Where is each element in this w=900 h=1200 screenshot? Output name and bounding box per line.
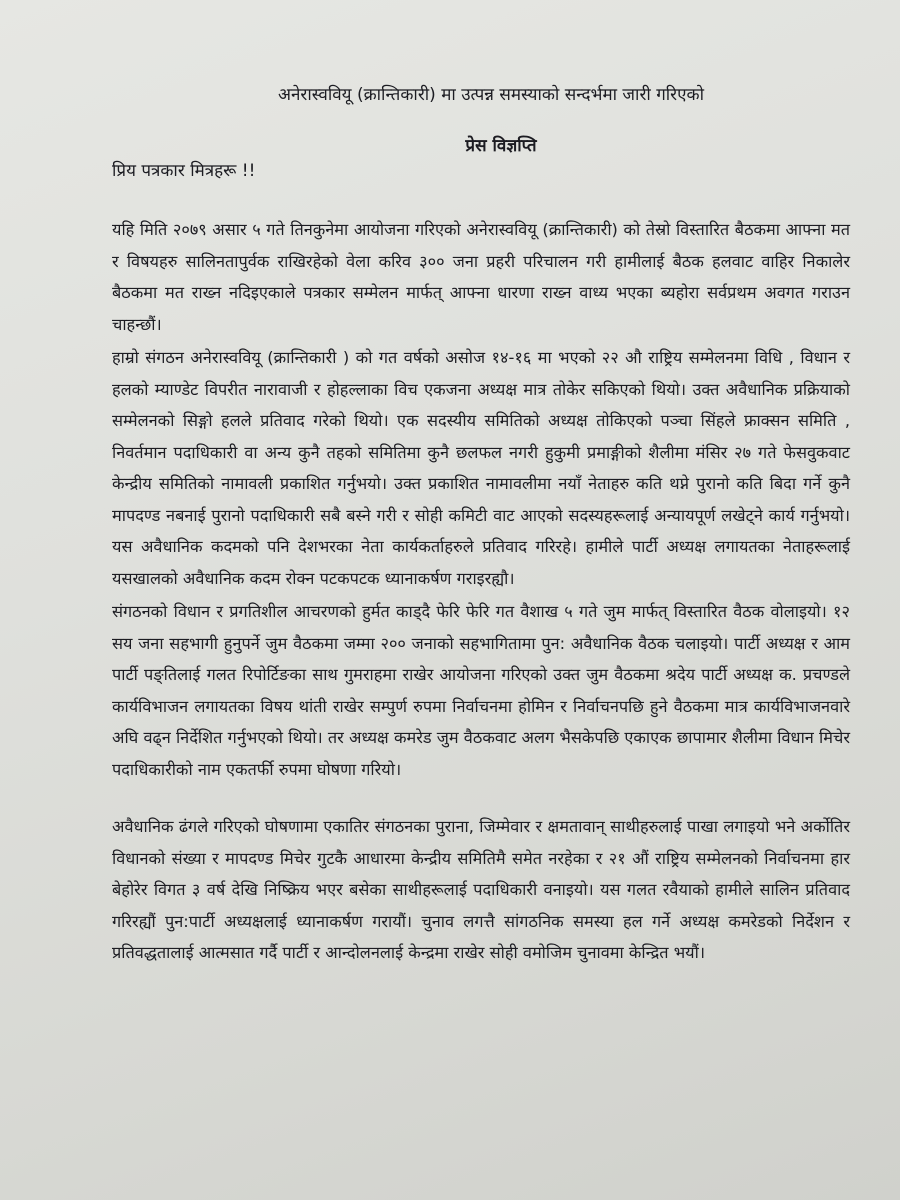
salutation: प्रिय पत्रकार मित्रहरू !! (112, 161, 256, 181)
paragraph-4: अवैधानिक ढंगले गरिएको घोषणामा एकातिर संगठनका पुराना, जिम्मेवार र क्षमतावान् साथीहरुलाई पाखा लगाइयो भने अर्कोतिर विधानको संख्या र मापदण्ड मिचेर गुटकै आधारमा केन्द्रीय समितिमै समेत नरहेका र २१ औं राष्ट्रिय सम्मेलनको निर्वाचनमा हार बेहोरेर विगत ३ वर्ष देखि निष्क्रिय भएर बसेका साथीहरूलाई पदाधिकारी वनाइयो। यस गलत रवैयाको हामीले सालिन प्रतिवाद गरिरह्यौं पुन:पार्टी अध्यक्षलाई ध्यानाकर्षण गरायौं। चुनाव लगत्तै सांगठनिक समस्या हल गर्ने अध्यक्ष कमरेडको निर्देशन र प्रतिवद्धतालाई आत्मसात गर्दै पार्टी र आन्दोलनलाई केन्द्रमा राखेर सोही वमोजिम चुनावमा केन्द्रित भयौं। (112, 817, 850, 962)
paragraph-1: यहि मिति २०७९ असार ५ गते तिनकुनेमा आयोजना गरिएको अनेरास्ववियू (क्रान्तिकारी) को तेस्रो विस्तारित बैठकमा आफ्ना मत र विषयहरु सालिनतापुर्वक राखिरहेको वेला करिव ३०० जना प्रहरी परिचालन गरी हामीलाई बैठक हलवाट वाहिर निकालेर बैठकमा मत राख्न नदिइएकाले पत्रकार सम्मेलन मार्फत् आफ्ना धारणा राख्न वाध्य भएका ब्यहोरा सर्वप्रथम अवगत गराउन चाहन्छौं। (112, 220, 850, 334)
document-header: अनेरास्ववियू (क्रान्तिकारी) मा उत्पन्न समस्याको सन्दर्भमा जारी गरिएको (277, 85, 704, 105)
document-title: प्रेस विज्ञप्ति (465, 136, 537, 156)
paragraph-2: हाम्रो संगठन अनेरास्ववियू (क्रान्तिकारी ) को गत वर्षको असोज १४-१६ मा भएको २२ औ राष्ट्रिय सम्मेलनमा विधि , विधान र हलको म्याण्डेट विपरीत नारावाजी र होहल्लाका विच एकजना अध्यक्ष मात्र तोकेर सकिएको थियो। उक्त अवैधानिक प्रक्रियाको सम्मेलनको सिङ्गो हलले प्रतिवाद गरेको थियो। एक सदस्यीय समितिको अध्यक्ष तोकिएको पञ्चा सिंहले फ्राक्सन समिति , निवर्तमान पदाधिकारी वा अन्य कुनै तहको समितिमा कुनै छलफल नगरी हुकुमी प्रमाङ्गीको शैलीमा मंसिर २७ गते फेसवुकवाट केन्द्रीय समितिको नामावली प्रकाशित गर्नुभयो। उक्त प्रकाशित नामावलीमा नयाँ नेताहरु कति थप्ने पुरानो कति बिदा गर्ने कुनै मापदण्ड नबनाई पुरानो पदाधिकारी सबै बस्ने गरी र सोही कमिटी वाट आएको सदस्यहरूलाई अन्यायपूर्ण लखेट्ने कार्य गर्नुभयो। यस अवैधानिक कदमको पनि देशभरका नेता कार्यकर्ताहरुले प्रतिवाद गरिरहे। हामीले पार्टी अध्यक्ष लगायतका नेताहरूलाई यसखालको अवैधानिक कदम रोक्न पटकपटक ध्यानाकर्षण गराइरह्यौ। (112, 348, 850, 588)
paragraph-3: संगठनको विधान र प्रगतिशील आचरणको हुर्मत काड्दै फेरि फेरि गत वैशाख ५ गते जुम मार्फत् विस्तारित वैठक वोलाइयो। १२ सय जना सहभागी हुनुपर्ने जुम वैठकमा जम्मा २०० जनाको सहभागितामा पुन: अवैधानिक वैठक चलाइयो। पार्टी अध्यक्ष र आम पार्टी पङ्तिलाई गलत रिपोर्टिङका साथ गुमराहमा राखेर आयोजना गरिएको उक्त जुम वैठकमा श्रदेय पार्टी अध्यक्ष क. प्रचण्डले कार्यविभाजन लगायतका विषय थांती राखेर सम्पुर्ण रुपमा निर्वाचनमा होमिन र निर्वाचनपछि हुने वैठकमा मात्र कार्यविभाजनवारे अघि वढ्न निर्देशित गर्नुभएको थियो। तर अध्यक्ष कमरेड जुम वैठकवाट अलग भैसकेपछि एकाएक छापामार शैलीमा विधान मिचेर पदाधिकारीको नाम एकतर्फी रुपमा घोषणा गरियो। (112, 602, 850, 779)
